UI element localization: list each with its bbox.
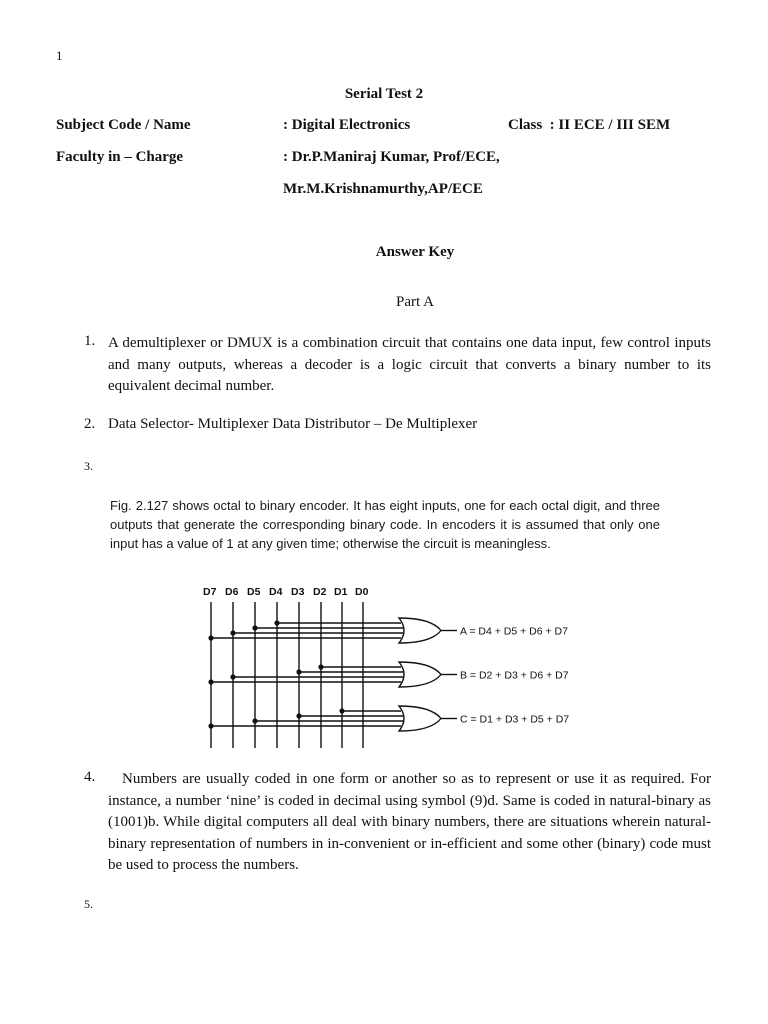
input-label-d3: D3 <box>291 586 305 598</box>
input-label-d5: D5 <box>247 586 261 598</box>
answer-2-number: 2. <box>84 416 96 432</box>
input-label-d2: D2 <box>313 586 327 598</box>
answer-3-number: 3. <box>84 459 93 473</box>
input-label-d0: D0 <box>355 586 369 598</box>
answer-key-title: Answer Key <box>375 244 455 260</box>
answer-2-text: Data Selector- Multiplexer Data Distributor – De Multiplexer <box>108 416 478 432</box>
answer-1-number: 1. <box>84 333 96 349</box>
junction-d1-c <box>339 708 344 713</box>
faculty-label: Faculty in – Charge <box>56 149 184 165</box>
junction-d6-b <box>230 674 235 679</box>
page-number: 1 <box>56 48 63 63</box>
or-gate-b <box>399 662 441 687</box>
junction-d7-a <box>208 635 213 640</box>
junction-d3-c <box>296 713 301 718</box>
answer-4-number: 4. <box>84 769 96 785</box>
or-gate-a <box>399 618 441 643</box>
input-label-d6: D6 <box>225 586 239 598</box>
answer-1-text: A demultiplexer or DMUX is a combination circuit that contains one data input, few control inputs and many outputs, whereas a decoder is a logic circuit that converts a binary number to its equivalent decimal number. <box>108 335 711 394</box>
answer-4-text: Numbers are usually coded in one form or another so as to represent or use it as required. For instance, a number ‘nine’ is coded in decimal using symbol (9)d. Same is coded in natural-binary as (1001)b. While digital computers all deal with binary numbers, there are situations wherein natural-binary representation of numbers in in-convenient or in-efficient and some other (binary) code must be used to process the numbers. <box>108 771 711 873</box>
junction-d6-a <box>230 630 235 635</box>
junction-d3-b <box>296 669 301 674</box>
answer-3-scanned-text: Fig. 2.127 shows octal to binary encoder. It has eight inputs, one for each octal digit, and three outputs that generate the corresponding binary code. In encoders it is assumed that only one input has a value of 1 at any given time; otherwise the circuit is meaningless. <box>110 498 660 551</box>
input-label-d7: D7 <box>203 586 217 598</box>
junction-d5-a <box>252 625 257 630</box>
faculty-value-2: Mr.M.Krishnamurthy,AP/ECE <box>283 181 483 197</box>
part-title: Part A <box>396 294 434 310</box>
output-b-equation: B = D2 + D3 + D6 + D7 <box>460 669 569 682</box>
faculty-value-1: : Dr.P.Maniraj Kumar, Prof/ECE, <box>283 149 500 165</box>
page-title: Serial Test 2 <box>344 86 424 102</box>
junction-d7-b <box>208 679 213 684</box>
subject-value: : Digital Electronics <box>283 117 411 133</box>
junction-d5-c <box>252 718 257 723</box>
or-gate-c <box>399 706 441 731</box>
junction-d2-b <box>318 664 323 669</box>
subject-label: Subject Code / Name <box>56 117 191 133</box>
junction-d7-c <box>208 723 213 728</box>
answer-5-number: 5. <box>84 897 93 911</box>
junction-d4-a <box>274 620 279 625</box>
class-text: Class : II ECE / III SEM <box>508 117 671 133</box>
output-a-equation: A = D4 + D5 + D6 + D7 <box>460 625 568 638</box>
input-label-d4: D4 <box>269 586 283 598</box>
input-label-d1: D1 <box>334 586 348 598</box>
output-c-equation: C = D1 + D3 + D5 + D7 <box>460 713 570 726</box>
octal-to-binary-encoder-diagram <box>195 578 595 753</box>
